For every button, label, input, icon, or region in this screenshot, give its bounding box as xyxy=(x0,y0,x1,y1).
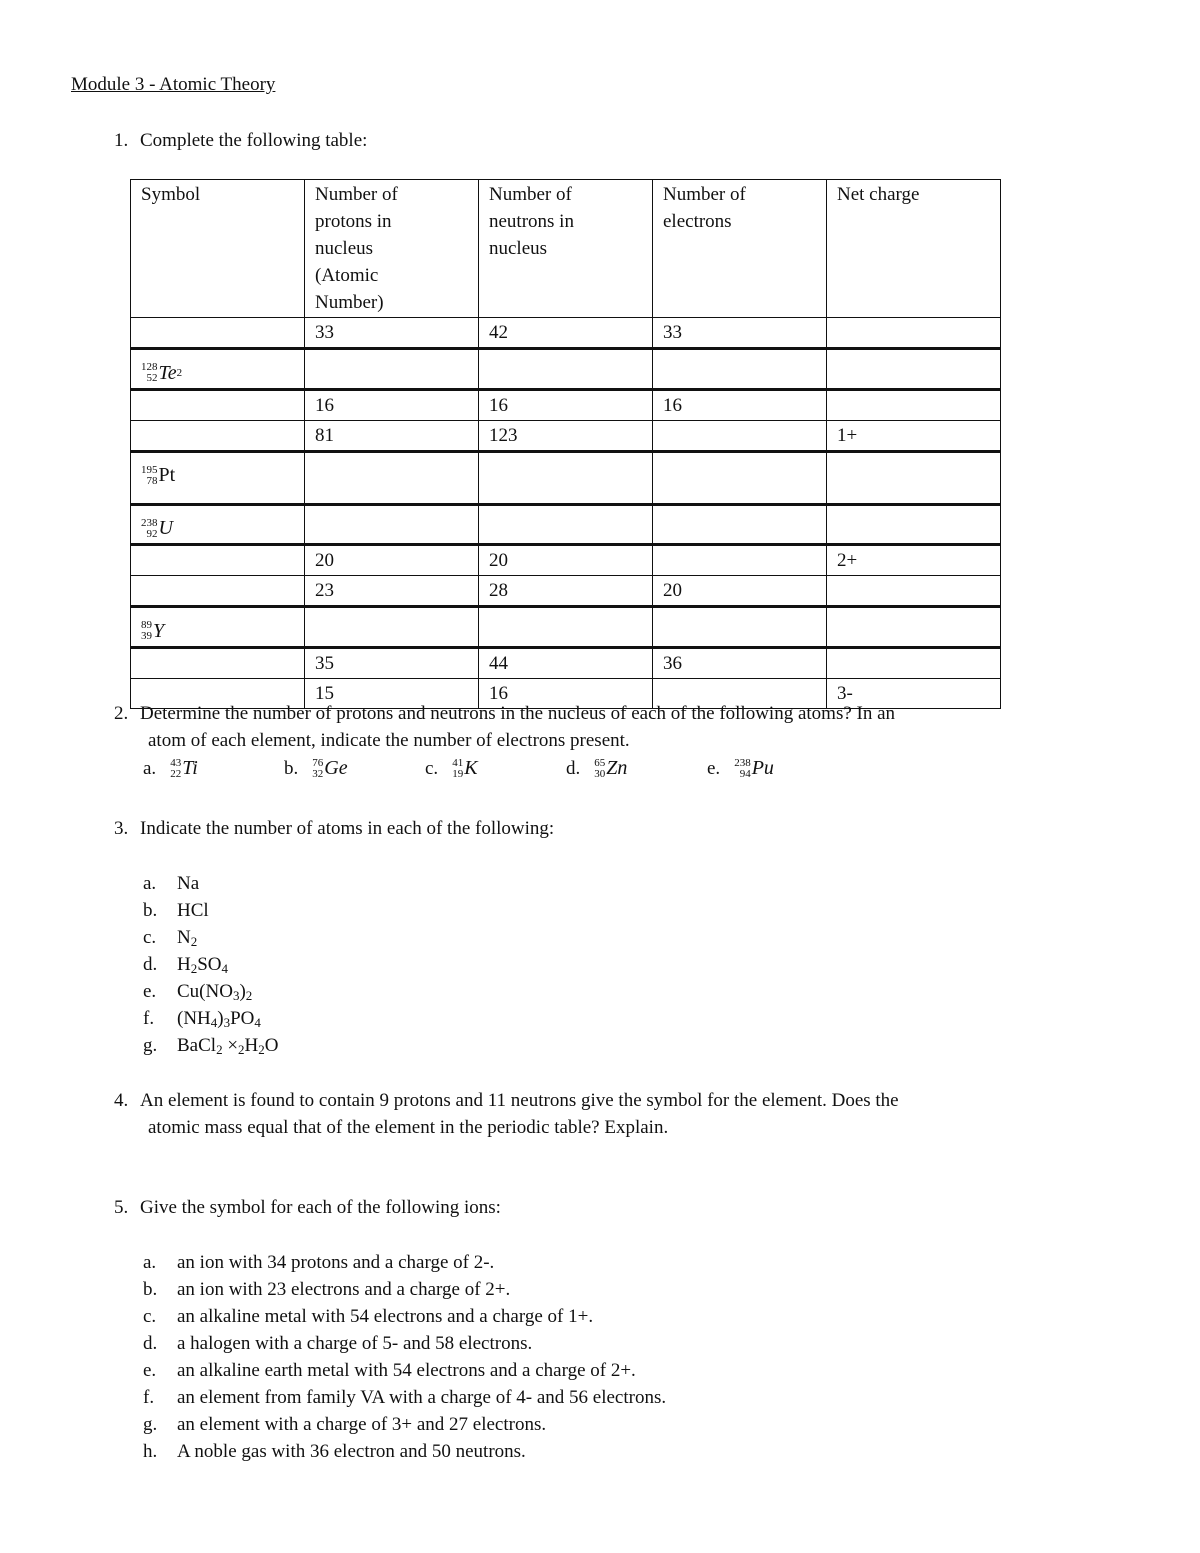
item-letter: a. xyxy=(143,873,157,894)
neutrons-cell xyxy=(479,349,653,390)
electrons-cell xyxy=(653,451,827,504)
symbol-cell xyxy=(131,504,305,545)
isotope-numbers xyxy=(141,362,158,384)
item-text: an element from family VA with a charge of 4- and 56 electrons. xyxy=(177,1387,667,1408)
formula: HCl xyxy=(177,900,209,921)
isotope-numbers xyxy=(141,518,158,540)
item-text: an ion with 34 protons and a charge of 2-. xyxy=(177,1252,495,1273)
atomic-number: 94 xyxy=(739,767,751,780)
q2-option xyxy=(143,757,284,780)
q2-option xyxy=(425,757,566,780)
q3-list xyxy=(143,870,279,1059)
symbol-cell xyxy=(131,607,305,648)
q2-line1: Determine the number of protons and neutrons in the nucleus of each of the following atoms? In an xyxy=(140,703,896,724)
q2-option xyxy=(566,757,707,780)
electrons-cell: 33 xyxy=(653,318,827,349)
isotope-numbers xyxy=(170,758,181,780)
q5-item xyxy=(143,1411,666,1438)
mass-number: 76 xyxy=(312,756,324,769)
q5-item xyxy=(143,1249,666,1276)
electrons-cell xyxy=(653,420,827,451)
item-letter: c. xyxy=(143,1306,157,1327)
q3-number: 3. xyxy=(114,818,129,839)
isotope-symbol xyxy=(141,360,182,387)
protons-cell: 33 xyxy=(305,318,479,349)
header-line: Number of xyxy=(489,184,572,205)
table-row xyxy=(131,318,1001,349)
table-row xyxy=(131,349,1001,390)
q2-options xyxy=(143,757,848,780)
neutrons-cell: 28 xyxy=(479,576,653,607)
charge-cell xyxy=(827,451,1001,504)
item-text: A noble gas with 36 electron and 50 neutrons. xyxy=(177,1441,526,1462)
q3-item xyxy=(143,978,279,1005)
atomic-number: 92 xyxy=(146,527,158,540)
q3-item xyxy=(143,1032,279,1059)
item-text: an alkaline metal with 54 electrons and a charge of 1+. xyxy=(177,1306,594,1327)
table-row xyxy=(131,647,1001,678)
q2-prompt xyxy=(114,703,895,725)
mass-number: 238 xyxy=(141,516,158,529)
element-symbol: Pt xyxy=(158,464,176,486)
table-row xyxy=(131,451,1001,504)
neutrons-cell: 44 xyxy=(479,647,653,678)
atomic-number: 19 xyxy=(452,767,464,780)
isotope-numbers xyxy=(594,758,605,780)
element-symbol: Te xyxy=(158,361,177,384)
isotope-numbers xyxy=(141,620,152,642)
neutrons-cell: 16 xyxy=(479,678,653,708)
q3-item xyxy=(143,1005,279,1032)
formula: BaCl$_2$ $\times_2H_2O$ xyxy=(177,1035,279,1057)
item-letter: h. xyxy=(143,1441,158,1462)
q5-item xyxy=(143,1357,666,1384)
mass-number: 41 xyxy=(452,756,464,769)
q3-item xyxy=(143,951,279,978)
header-line: Symbol xyxy=(141,184,201,205)
isotope-numbers xyxy=(734,758,751,780)
charge-cell: 2+ xyxy=(827,545,1001,576)
element-symbol: U xyxy=(158,517,173,539)
element-symbol: Zn xyxy=(606,757,628,779)
isotope-numbers xyxy=(141,465,158,487)
charge-cell xyxy=(827,647,1001,678)
protons-cell xyxy=(305,504,479,545)
item-letter: e. xyxy=(143,981,157,1002)
charge-cell xyxy=(827,607,1001,648)
table-row xyxy=(131,607,1001,648)
mass-number: 43 xyxy=(170,756,182,769)
symbol-cell xyxy=(131,420,305,451)
item-letter: e. xyxy=(143,1360,157,1381)
protons-cell: 35 xyxy=(305,647,479,678)
charge-cell xyxy=(827,389,1001,420)
atomic-table xyxy=(130,179,1001,709)
item-letter: g. xyxy=(143,1414,158,1435)
item-letter: a. xyxy=(143,1252,157,1273)
formula: $Cu(NO_3)_2$ xyxy=(177,981,253,1003)
table-row xyxy=(131,576,1001,607)
isotope-symbol xyxy=(312,757,347,780)
charge-cell xyxy=(827,504,1001,545)
element-symbol: Pu xyxy=(751,757,774,779)
q2-option xyxy=(707,757,848,780)
element-symbol: Y xyxy=(153,619,165,642)
atomic-number: 78 xyxy=(146,474,158,487)
formula: Na xyxy=(177,873,200,894)
q5-item xyxy=(143,1303,666,1330)
q2-number: 2. xyxy=(114,703,129,724)
formula: $(NH_4)_3PO_4$ xyxy=(177,1008,261,1030)
item-letter: d. xyxy=(143,1333,158,1354)
isotope-symbol xyxy=(452,757,477,780)
protons-cell: 16 xyxy=(305,389,479,420)
element-symbol: Ge xyxy=(324,757,348,779)
protons-cell xyxy=(305,451,479,504)
q3-item xyxy=(143,897,279,924)
page-title: Module 3 - Atomic Theory xyxy=(71,74,276,95)
q5-item xyxy=(143,1384,666,1411)
item-text: a halogen with a charge of 5- and 58 electrons. xyxy=(177,1333,533,1354)
symbol-cell xyxy=(131,647,305,678)
q2-line2: atom of each element, indicate the number of electrons present. xyxy=(148,730,630,751)
isotope-symbol xyxy=(170,757,198,780)
symbol-cell xyxy=(131,389,305,420)
electrons-cell xyxy=(653,607,827,648)
isotope-symbol xyxy=(594,757,627,780)
header-line: nucleus xyxy=(489,238,548,259)
mass-number: 128 xyxy=(141,361,158,373)
item-letter: c. xyxy=(143,927,157,948)
q5-prompt xyxy=(114,1197,501,1219)
electrons-cell xyxy=(653,545,827,576)
atomic-number: 32 xyxy=(312,767,324,780)
header-line: nucleus xyxy=(315,238,374,259)
protons-cell xyxy=(305,349,479,390)
electrons-cell: 16 xyxy=(653,389,827,420)
item-letter: g. xyxy=(143,1035,158,1056)
charge-cell: 1+ xyxy=(827,420,1001,451)
q5-item xyxy=(143,1330,666,1357)
symbol-cell xyxy=(131,545,305,576)
atomic-number: 52 xyxy=(146,372,158,384)
q4-number: 4. xyxy=(114,1090,129,1111)
q5-item xyxy=(143,1276,666,1303)
q5-text: Give the symbol for each of the following ions: xyxy=(140,1197,501,1218)
charge-cell xyxy=(827,318,1001,349)
table-row xyxy=(131,420,1001,451)
atomic-number: 22 xyxy=(170,767,182,780)
table-row xyxy=(131,545,1001,576)
element-symbol: Ti xyxy=(182,757,198,779)
q5-item xyxy=(143,1438,666,1465)
protons-cell: 20 xyxy=(305,545,479,576)
electrons-cell xyxy=(653,349,827,390)
header-line: protons in xyxy=(315,211,392,232)
q5-number: 5. xyxy=(114,1197,129,1218)
protons-cell: 81 xyxy=(305,420,479,451)
neutrons-cell xyxy=(479,451,653,504)
q3-prompt xyxy=(114,818,554,840)
symbol-cell xyxy=(131,318,305,349)
item-letter: b. xyxy=(143,900,158,921)
option-letter: d. xyxy=(566,757,581,779)
table-header-row xyxy=(131,180,1001,318)
q1-number: 1. xyxy=(114,130,129,151)
table-row xyxy=(131,389,1001,420)
isotope-symbol xyxy=(734,757,774,780)
q3-text: Indicate the number of atoms in each of the following: xyxy=(140,818,555,839)
option-letter: e. xyxy=(707,757,721,779)
q4-line1: An element is found to contain 9 protons and 11 neutrons give the symbol for the element. Does the xyxy=(140,1090,899,1111)
q1-text: Complete the following table: xyxy=(140,130,368,151)
header-cell xyxy=(305,180,479,318)
option-letter: b. xyxy=(284,757,299,779)
header-cell xyxy=(827,180,1001,318)
symbol-cell xyxy=(131,451,305,504)
formula: $N_2$ xyxy=(177,927,198,949)
charge-cell xyxy=(827,576,1001,607)
protons-cell: 23 xyxy=(305,576,479,607)
header-line: Net charge xyxy=(837,184,920,205)
atomic-number: 30 xyxy=(594,767,606,780)
neutrons-cell xyxy=(479,607,653,648)
option-letter: c. xyxy=(425,757,439,779)
header-line: Number of xyxy=(663,184,746,205)
protons-cell: 15 xyxy=(305,678,479,708)
q5-list xyxy=(143,1249,666,1465)
mass-number: 89 xyxy=(141,619,152,631)
header-line: Number of xyxy=(315,184,398,205)
electrons-cell: 20 xyxy=(653,576,827,607)
neutrons-cell: 20 xyxy=(479,545,653,576)
item-letter: f. xyxy=(143,1387,155,1408)
q1-prompt xyxy=(114,130,367,152)
protons-cell xyxy=(305,607,479,648)
formula: $H_2SO_4$ xyxy=(177,954,229,976)
header-cell xyxy=(653,180,827,318)
atomic-number: 39 xyxy=(141,630,152,642)
symbol-cell xyxy=(131,349,305,390)
mass-number: 238 xyxy=(734,756,751,769)
neutrons-cell: 42 xyxy=(479,318,653,349)
header-cell xyxy=(479,180,653,318)
mass-number: 65 xyxy=(594,756,606,769)
charge-cell xyxy=(827,349,1001,390)
header-line: (Atomic xyxy=(315,265,379,286)
isotope-symbol xyxy=(141,462,175,489)
isotope-numbers xyxy=(312,758,323,780)
isotope-numbers xyxy=(452,758,463,780)
q3-item xyxy=(143,924,279,951)
item-text: an alkaline earth metal with 54 electrons and a charge of 2+. xyxy=(177,1360,636,1381)
ion-charge: 2 xyxy=(176,366,183,379)
q4-prompt xyxy=(114,1090,899,1112)
electrons-cell xyxy=(653,504,827,545)
option-letter: a. xyxy=(143,757,157,779)
mass-number: 195 xyxy=(141,463,158,476)
header-line: neutrons in xyxy=(489,211,574,232)
q2-option xyxy=(284,757,425,780)
header-line: electrons xyxy=(663,211,732,232)
isotope-symbol xyxy=(141,515,173,542)
symbol-cell xyxy=(131,576,305,607)
item-text: an ion with 23 electrons and a charge of 2+. xyxy=(177,1279,511,1300)
charge-cell: 3- xyxy=(827,678,1001,708)
element-symbol: K xyxy=(464,757,478,779)
q3-item xyxy=(143,870,279,897)
q4-line2: atomic mass equal that of the element in the periodic table? Explain. xyxy=(148,1117,669,1138)
item-letter: f. xyxy=(143,1008,155,1029)
item-letter: b. xyxy=(143,1279,158,1300)
neutrons-cell xyxy=(479,504,653,545)
electrons-cell: 36 xyxy=(653,647,827,678)
item-letter: d. xyxy=(143,954,158,975)
header-cell xyxy=(131,180,305,318)
neutrons-cell: 123 xyxy=(479,420,653,451)
neutrons-cell: 16 xyxy=(479,389,653,420)
header-line: Number) xyxy=(315,292,384,313)
item-text: an element with a charge of 3+ and 27 electrons. xyxy=(177,1414,547,1435)
isotope-symbol xyxy=(141,618,164,645)
table-row xyxy=(131,504,1001,545)
